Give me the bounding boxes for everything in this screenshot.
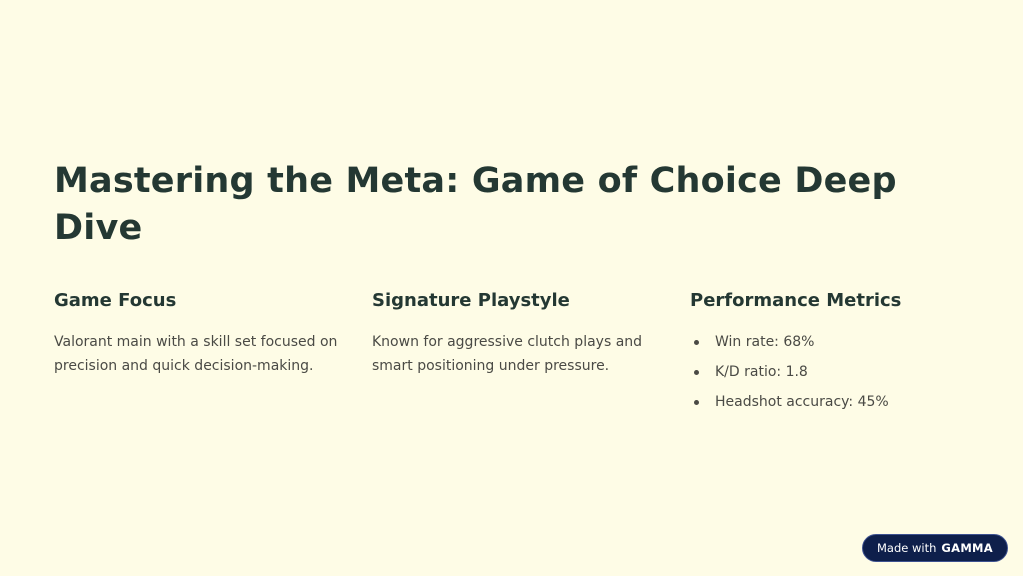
- badge-prefix: Made with: [876, 541, 937, 555]
- metric-headshot-accuracy: Headshot accuracy: 45%: [715, 394, 889, 410]
- performance-metrics-heading: Performance Metrics: [690, 290, 902, 311]
- bullet-icon: [694, 400, 699, 405]
- performance-metrics-column: [690, 288, 990, 420]
- game-focus-column: [54, 288, 354, 378]
- game-focus-heading: Game Focus: [54, 290, 177, 311]
- metrics-list: [690, 330, 990, 414]
- bullet-icon: [694, 370, 699, 375]
- list-item: [690, 360, 990, 384]
- metric-win-rate: Win rate: 68%: [715, 334, 815, 350]
- game-focus-text: Valorant main with a skill set focused on precision and quick decision-making.: [54, 334, 338, 374]
- slide-title: Mastering the Meta: Game of Choice Deep Dive: [54, 161, 897, 248]
- list-item: [690, 330, 990, 354]
- metric-kd-ratio: K/D ratio: 1.8: [715, 364, 808, 380]
- made-with-gamma-badge[interactable]: [862, 534, 1008, 562]
- bullet-icon: [694, 340, 699, 345]
- gamma-logo: GAMMA: [941, 541, 994, 555]
- signature-playstyle-heading: Signature Playstyle: [372, 290, 570, 311]
- signature-playstyle-column: [372, 288, 672, 378]
- list-item: [690, 390, 990, 414]
- signature-playstyle-text: Known for aggressive clutch plays and smart positioning under pressure.: [372, 334, 643, 374]
